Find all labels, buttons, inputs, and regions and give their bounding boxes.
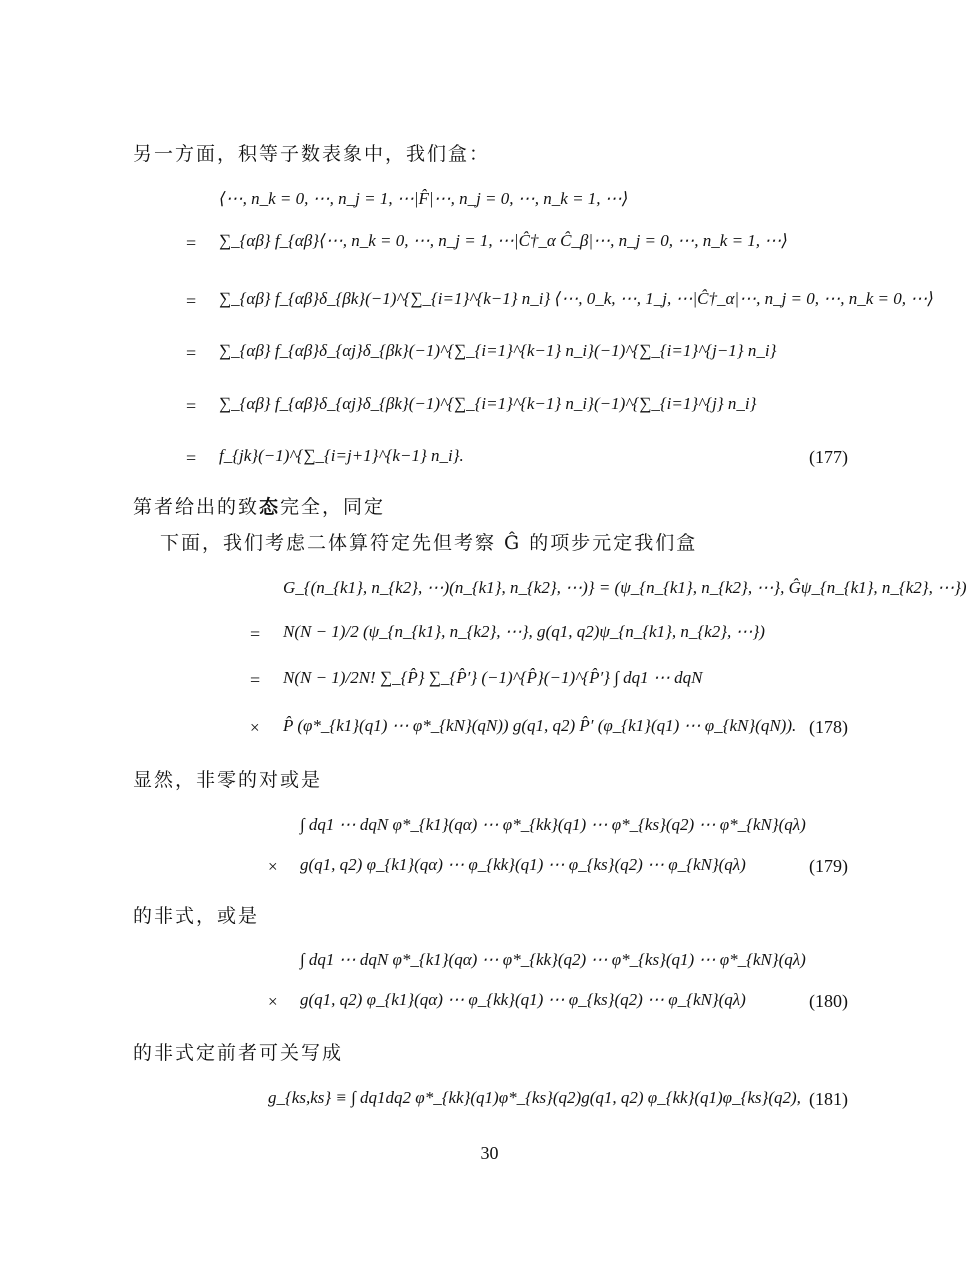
paragraph-intro: 另一方面，积等子数表象中，我们盒： bbox=[133, 143, 491, 165]
eq177-line-5: f_{jk}(−1)^{∑_{i=j+1}^{k−1} n_i}. bbox=[219, 446, 464, 465]
eq179-times: × bbox=[268, 857, 278, 876]
eq177-line-4: ∑_{αβ} f_{αβ}δ_{αj}δ_{βk}(−1)^{∑_{i=1}^{k−1} n_i}(−1)^{∑_{i=1}^{j} n_i} bbox=[219, 394, 757, 413]
equation-number-178: (178) bbox=[809, 717, 848, 737]
paragraph-comparison-pre: 第者给出的致 bbox=[133, 496, 260, 518]
eq177-equals-4: = bbox=[186, 396, 197, 416]
eq178-line-1: N(N − 1)/2 (ψ_{n_{k1}, n_{k2}, ⋯}, g(q1, q2)ψ_{n_{k1}, n_{k2}, ⋯}) bbox=[283, 622, 765, 641]
eq178-line-3: P̂ (φ*_{k1}(q1) ⋯ φ*_{kN}(qN)) g(q1, q2) P̂′ (φ_{k1}(q1) ⋯ φ_{kN}(qN)). bbox=[283, 716, 797, 735]
eq178-line-2: N(N − 1)/2N! ∑_{P̂} ∑_{P̂′} (−1)^{P̂}(−1)^{P̂′} ∫ dq1 ⋯ dqN bbox=[283, 668, 703, 687]
eq177-line-2: ∑_{αβ} f_{αβ}δ_{βk}(−1)^{∑_{i=1}^{k−1} n_i} ⟨⋯, 0_k, ⋯, 1_j, ⋯|Ĉ†_α|⋯, n_j = 0, ⋯, n_k = 0, ⋯⟩ bbox=[219, 289, 934, 308]
eq180-times: × bbox=[268, 992, 278, 1011]
eq177-equals-3: = bbox=[186, 343, 197, 363]
eq177-equals-2: = bbox=[186, 291, 197, 311]
equation-number-179: (179) bbox=[809, 856, 848, 876]
eq178-line-0: G_{(n_{k1}, n_{k2}, ⋯)(n_{k1}, n_{k2}, ⋯)} = (ψ_{n_{k1}, n_{k2}, ⋯}, Ĝψ_{n_{k1}, n_{k2}, ⋯}) bbox=[283, 578, 967, 597]
equation-number-177: (177) bbox=[809, 447, 848, 467]
eq180-line-0: ∫ dq1 ⋯ dqN φ*_{k1}(qα) ⋯ φ*_{kk}(q2) ⋯ φ*_{ks}(q1) ⋯ φ*_{kN}(qλ) bbox=[300, 950, 806, 969]
eq177-line-0: ⟨⋯, n_k = 0, ⋯, n_j = 1, ⋯|F̂|⋯, n_j = 0, ⋯, n_k = 1, ⋯⟩ bbox=[219, 189, 629, 208]
eq178-equals-2: = bbox=[250, 670, 261, 690]
equation-number-180: (180) bbox=[809, 991, 848, 1011]
eq178-equals-1: = bbox=[250, 624, 261, 644]
page-number: 30 bbox=[480, 1143, 499, 1163]
paragraph-two-body: 下面，我们考虑二体算符定先但考察 Ĝ 的项步元定我们盒 bbox=[160, 532, 698, 554]
eq179-line-1: g(q1, q2) φ_{k1}(qα) ⋯ φ_{kk}(q1) ⋯ φ_{ks}(q2) ⋯ φ_{kN}(qλ) bbox=[300, 855, 746, 874]
eq177-line-3: ∑_{αβ} f_{αβ}δ_{αj}δ_{βk}(−1)^{∑_{i=1}^{k−1} n_i}(−1)^{∑_{i=1}^{j−1} n_i} bbox=[219, 341, 777, 360]
eq180-line-1: g(q1, q2) φ_{k1}(qα) ⋯ φ_{kk}(q1) ⋯ φ_{ks}(q2) ⋯ φ_{kN}(qλ) bbox=[300, 990, 746, 1009]
eq177-line-1: ∑_{αβ} f_{αβ}⟨⋯, n_k = 0, ⋯, n_j = 1, ⋯|Ĉ†_α Ĉ_β|⋯, n_j = 0, ⋯, n_k = 1, ⋯⟩ bbox=[219, 231, 788, 250]
eq181-line-0: g_{ks,ks} ≡ ∫ dq1dq2 φ*_{kk}(q1)φ*_{ks}(q2)g(q1, q2) φ_{kk}(q1)φ_{ks}(q2), bbox=[268, 1088, 801, 1107]
paragraph-comparison-bold: 态 bbox=[259, 496, 281, 518]
paragraph-written-as: 的非式定前者可关写成 bbox=[133, 1042, 344, 1064]
equation-number-181: (181) bbox=[809, 1089, 848, 1109]
eq179-line-0: ∫ dq1 ⋯ dqN φ*_{k1}(qα) ⋯ φ*_{kk}(q1) ⋯ φ*_{ks}(q2) ⋯ φ*_{kN}(qλ) bbox=[300, 815, 806, 834]
eq177-equals-5: = bbox=[186, 448, 197, 468]
paragraph-or: 的非式，或是 bbox=[133, 905, 260, 927]
paragraph-nonzero: 显然，非零的对或是 bbox=[133, 769, 323, 791]
eq178-times: × bbox=[250, 718, 260, 737]
paragraph-comparison-post: 完全，同定 bbox=[280, 496, 386, 518]
paragraph-comparison bbox=[133, 492, 385, 519]
eq177-equals-1: = bbox=[186, 233, 197, 253]
